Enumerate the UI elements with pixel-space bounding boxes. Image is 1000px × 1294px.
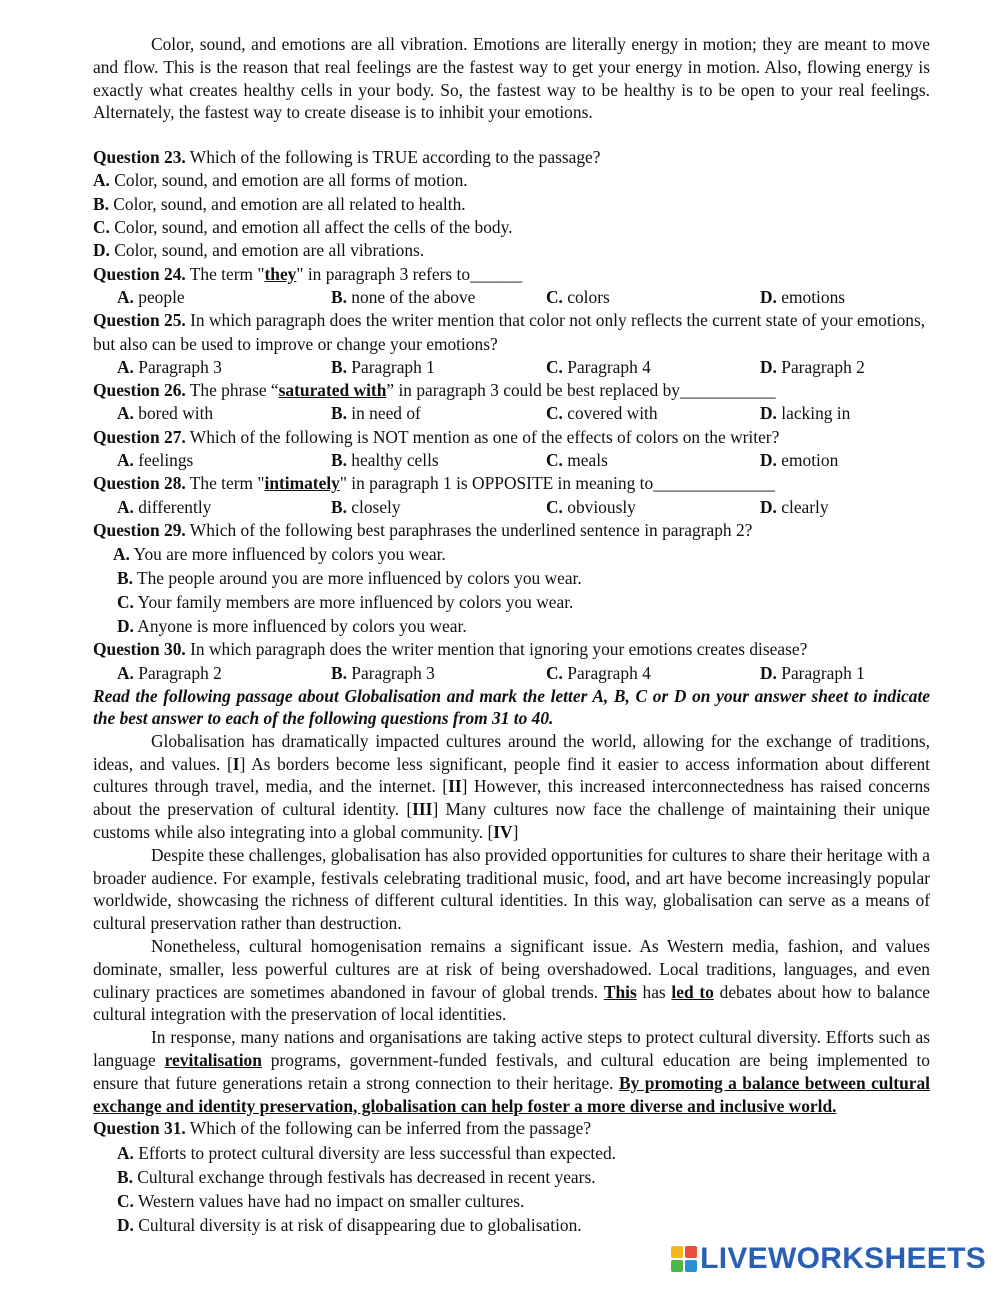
question-28-option-b[interactable]: B. closely — [331, 496, 401, 517]
logo-square-3 — [671, 1260, 683, 1272]
question-31: Question 31. Which of the following can be inferred from the passage? — [93, 1118, 592, 1139]
question-26-option-b[interactable]: B. in need of — [331, 403, 421, 424]
liveworksheets-logo[interactable] — [671, 1242, 986, 1276]
underlined-term: This — [603, 981, 637, 1002]
underlined-term: intimately — [264, 473, 340, 494]
question-30-option-c[interactable]: C. Paragraph 4 — [546, 662, 651, 683]
logo-square-1 — [671, 1246, 683, 1258]
question-23: Question 23. Which of the following is TRUE according to the passage? — [93, 147, 601, 168]
question-29-option-d[interactable]: D. Anyone is more influenced by colors you wear. — [117, 616, 467, 637]
worksheet-page — [93, 33, 930, 1237]
question-24-options — [93, 286, 930, 309]
passage-paragraph-top: Color, sound, and emotions are all vibration. Emotions are literally energy in motion; they are meant to move and flow. This is the reason that real feelings are the fastest way to get your energy in motion. Also, flowing energy is exactly what creates healthy cells in your body. So, the fastest way to be healthy is to be open to your real feelings. Alternately, the fastest way to create disease is to inhibit your emotions. — [93, 34, 930, 123]
insertion-marker-i: I — [232, 753, 240, 774]
underlined-term: revitalisation — [164, 1049, 262, 1070]
question-29-option-a[interactable]: A. You are more influenced by colors you wear. — [113, 544, 446, 565]
question-31-option-c[interactable]: C. Western values have had no impact on smaller cultures. — [117, 1190, 525, 1211]
question-30-option-d[interactable]: D. Paragraph 1 — [760, 662, 865, 683]
underlined-term: they — [264, 263, 297, 284]
question-30: Question 30. In which paragraph does the writer mention that ignoring your emotions creates disease? — [93, 639, 808, 660]
passage-paragraph-1: Globalisation has dramatically impacted cultures around the world, allowing for the exchange of traditions, ideas, and values. [I] As borders become less significant, people find it easier to access information about different cultures through travel, media, and the internet. [II] However, this increased interconnectedness has raised concerns about the preservation of cultural identity. [III] Many cultures now face the challenge of maintaining their unique customs while also integrating into a global community. [IV] — [93, 730, 930, 843]
insertion-marker-iii: III — [412, 799, 433, 820]
liveworksheets-logo-text: LIVEWORKSHEETS — [700, 1242, 986, 1275]
logo-square-4 — [685, 1260, 697, 1272]
question-30-option-a[interactable]: A. Paragraph 2 — [117, 662, 222, 683]
spacer — [93, 124, 930, 146]
question-31-option-b[interactable]: B. Cultural exchange through festivals has decreased in recent years. — [117, 1166, 596, 1187]
question-25: Question 25. In which paragraph does the writer mention that color not only reflects the current state of your emotions, but also can be used to improve or change your emotions? — [93, 310, 926, 354]
question-25-options — [93, 356, 930, 379]
question-23-option-b[interactable]: B. Color, sound, and emotion are all related to health. — [93, 193, 466, 214]
question-26-option-a[interactable]: A. bored with — [117, 403, 214, 424]
logo-square-2 — [685, 1246, 697, 1258]
question-24-option-a[interactable]: A. people — [117, 286, 185, 307]
passage-paragraph-2: Despite these challenges, globalisation has also provided opportunities for cultures to share their heritage with a broader audience. For example, festivals celebrating traditional music, food, and art have become increasingly popular worldwide, showcasing the richness of different cultural identities. In this way, globalisation can serve as a means of cultural preservation rather than destruction. — [93, 844, 930, 934]
question-27-option-d[interactable]: D. emotion — [760, 450, 839, 471]
question-30-options — [93, 662, 930, 685]
passage-paragraph-3: Nonetheless, cultural homogenisation remains a significant issue. As Western media, fashion, and values dominate, smaller, less powerful cultures are at risk of being overshadowed. Local traditions, languages, and even culinary practices are sometimes abandoned in favour of global trends. This has led to debates about how to balance cultural integration with the preservation of local identities. — [93, 936, 930, 1025]
question-28-option-a[interactable]: A. differently — [117, 496, 212, 517]
question-25-option-d[interactable]: D. Paragraph 2 — [760, 356, 865, 377]
question-28-option-c[interactable]: C. obviously — [546, 496, 636, 517]
question-30-option-b[interactable]: B. Paragraph 3 — [331, 662, 435, 683]
question-27-option-b[interactable]: B. healthy cells — [331, 450, 439, 471]
question-29: Question 29. Which of the following best paraphrases the underlined sentence in paragraph 2? — [93, 519, 753, 540]
question-28-option-d[interactable]: D. clearly — [760, 496, 829, 517]
underlined-term: saturated with — [278, 380, 387, 401]
question-25-option-c[interactable]: C. Paragraph 4 — [546, 356, 651, 377]
question-31-option-d[interactable]: D. Cultural diversity is at risk of disappearing due to globalisation. — [117, 1214, 582, 1235]
question-26: Question 26. The phrase “saturated with” in paragraph 3 could be best replaced by___________ — [93, 380, 776, 401]
question-26-options — [93, 402, 930, 425]
question-31-option-a[interactable]: A. Efforts to protect cultural diversity are less successful than expected. — [117, 1142, 617, 1163]
liveworksheets-logo-icon — [671, 1246, 697, 1272]
question-23-option-c[interactable]: C. Color, sound, and emotion all affect the cells of the body. — [93, 217, 513, 238]
question-29-option-b[interactable]: B. The people around you are more influenced by colors you wear. — [117, 568, 582, 589]
question-27-option-a[interactable]: A. feelings — [117, 450, 194, 471]
question-27-options — [93, 449, 930, 472]
question-26-option-d[interactable]: D. lacking in — [760, 403, 851, 424]
question-24-option-c[interactable]: C. colors — [546, 286, 610, 307]
question-29-option-c[interactable]: C. Your family members are more influenced by colors you wear. — [117, 592, 574, 613]
question-24: Question 24. The term "they" in paragraph 3 refers to______ — [93, 263, 523, 284]
section-instruction: Read the following passage about Globalisation and mark the letter A, B, C or D on your answer sheet to indicate the best answer to each of the following questions from 31 to 40. — [93, 685, 930, 729]
question-23-option-d[interactable]: D. Color, sound, and emotion are all vibrations. — [93, 240, 425, 261]
question-24-option-d[interactable]: D. emotions — [760, 286, 846, 307]
question-28: Question 28. The term "intimately" in paragraph 1 is OPPOSITE in meaning to______________ — [93, 473, 775, 494]
insertion-marker-iv: IV — [493, 822, 513, 843]
question-23-option-a[interactable]: A. Color, sound, and emotion are all forms of motion. — [93, 170, 468, 191]
underlined-sentence: By promoting a balance between cultural exchange and identity preservation, globalisation can help foster a more diverse and inclusive world. — [93, 1072, 930, 1116]
insertion-marker-ii: II — [448, 776, 462, 797]
question-27-option-c[interactable]: C. meals — [546, 450, 608, 471]
question-27: Question 27. Which of the following is NOT mention as one of the effects of colors on the writer? — [93, 426, 780, 447]
question-25-option-b[interactable]: B. Paragraph 1 — [331, 356, 435, 377]
passage-paragraph-4: In response, many nations and organisations are taking active steps to protect cultural diversity. Efforts such as language revitalisation programs, government-funded festivals, and cultural education are being implemented to ensure that future generations retain a strong connection to their heritage. By promoting a balance between cultural exchange and identity preservation, globalisation can help foster a more diverse and inclusive world. — [93, 1027, 930, 1116]
question-24-option-b[interactable]: B. none of the above — [331, 286, 476, 307]
question-28-options — [93, 496, 930, 519]
question-26-option-c[interactable]: C. covered with — [546, 403, 658, 424]
question-25-option-a[interactable]: A. Paragraph 3 — [117, 356, 222, 377]
underlined-term: led to — [671, 981, 714, 1002]
